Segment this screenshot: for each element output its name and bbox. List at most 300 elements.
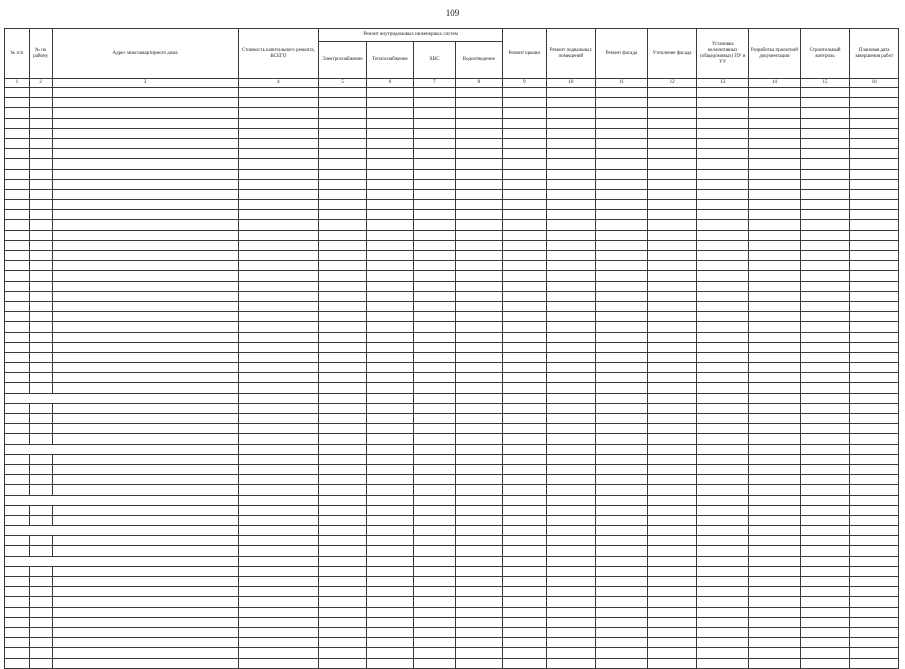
table-cell — [319, 291, 367, 301]
table-row — [5, 210, 899, 220]
table-cell — [749, 373, 801, 383]
table-cell — [546, 179, 596, 189]
table-cell — [697, 363, 749, 373]
table-cell — [455, 515, 503, 525]
table-cell — [503, 363, 546, 373]
table-cell — [414, 230, 455, 240]
table-cell — [647, 251, 697, 261]
table-cell — [697, 464, 749, 474]
table-cell — [319, 108, 367, 118]
table-cell — [596, 464, 648, 474]
table-cell — [238, 617, 319, 627]
table-cell — [52, 454, 238, 464]
table-cell — [5, 515, 30, 525]
table-cell — [414, 281, 455, 291]
table-cell — [503, 98, 546, 108]
table-cell — [596, 322, 648, 332]
table-cell — [647, 118, 697, 128]
table-cell — [455, 566, 503, 576]
table-cell — [800, 414, 850, 424]
table-cell — [455, 138, 503, 148]
table-cell — [238, 169, 319, 179]
table-cell — [5, 577, 30, 587]
table-cell — [850, 281, 899, 291]
table-cell — [366, 617, 414, 627]
table-cell — [5, 352, 30, 362]
table-cell — [850, 342, 899, 352]
table-cell — [546, 373, 596, 383]
table-cell — [749, 159, 801, 169]
table-cell — [850, 189, 899, 199]
table-cell — [414, 108, 455, 118]
table-cell — [29, 169, 52, 179]
table-cell — [29, 200, 52, 210]
table-cell — [697, 617, 749, 627]
table-cell — [850, 98, 899, 108]
table-cell — [5, 312, 30, 322]
table-cell — [749, 414, 801, 424]
table-cell — [414, 332, 455, 342]
table-cell — [238, 251, 319, 261]
table-row — [5, 312, 899, 322]
table-cell — [800, 200, 850, 210]
table-cell — [800, 393, 850, 403]
table-cell — [697, 495, 749, 505]
table-cell — [238, 301, 319, 311]
table-cell — [5, 648, 30, 658]
table-cell — [800, 108, 850, 118]
table-cell — [596, 159, 648, 169]
table-cell — [647, 240, 697, 250]
table-cell — [29, 658, 52, 668]
table-cell — [5, 261, 30, 271]
table-cell — [319, 230, 367, 240]
table-cell — [800, 495, 850, 505]
column-number: 14 — [749, 79, 801, 88]
table-cell — [503, 281, 546, 291]
table-cell — [366, 149, 414, 159]
table-cell — [596, 230, 648, 240]
table-cell — [697, 434, 749, 444]
table-cell — [749, 566, 801, 576]
table-row — [5, 363, 899, 373]
table-cell — [366, 526, 414, 536]
table-cell — [5, 210, 30, 220]
table-cell — [366, 312, 414, 322]
table-cell — [596, 108, 648, 118]
table-cell — [697, 648, 749, 658]
table-cell — [749, 485, 801, 495]
table-cell — [596, 98, 648, 108]
table-cell — [414, 118, 455, 128]
table-cell — [647, 363, 697, 373]
table-cell — [800, 128, 850, 138]
table-cell — [52, 281, 238, 291]
table-cell — [52, 200, 238, 210]
table-cell — [697, 149, 749, 159]
column-number: 1 — [5, 79, 30, 88]
table-cell — [697, 118, 749, 128]
table-cell — [697, 220, 749, 230]
table-cell — [455, 301, 503, 311]
table-cell — [455, 169, 503, 179]
repair-cost-table — [4, 28, 899, 669]
table-cell — [697, 169, 749, 179]
table-cell — [647, 301, 697, 311]
column-header: № по району — [29, 29, 52, 79]
table-cell — [503, 403, 546, 413]
table-cell — [697, 566, 749, 576]
table-cell — [596, 536, 648, 546]
column-number: 16 — [850, 79, 899, 88]
table-cell — [455, 577, 503, 587]
table-row — [5, 587, 899, 597]
table-cell — [52, 414, 238, 424]
table-row — [5, 434, 899, 444]
table-row — [5, 220, 899, 230]
table-cell — [647, 546, 697, 556]
table-cell — [238, 291, 319, 301]
table-cell — [647, 138, 697, 148]
table-cell — [697, 322, 749, 332]
table-cell — [503, 149, 546, 159]
table-cell — [366, 98, 414, 108]
column-number: 5 — [319, 79, 367, 88]
table-cell — [319, 98, 367, 108]
table-cell — [546, 230, 596, 240]
table-cell — [455, 475, 503, 485]
table-cell — [5, 230, 30, 240]
table-cell — [697, 271, 749, 281]
table-cell — [546, 403, 596, 413]
table-cell — [546, 485, 596, 495]
table-cell — [596, 301, 648, 311]
table-cell — [546, 638, 596, 648]
table-cell — [366, 424, 414, 434]
table-cell — [800, 526, 850, 536]
table-cell — [414, 444, 455, 454]
table-cell — [503, 638, 546, 648]
table-cell — [5, 434, 30, 444]
table-cell — [455, 261, 503, 271]
table-cell — [749, 434, 801, 444]
table-cell — [52, 434, 238, 444]
table-cell — [647, 322, 697, 332]
table-cell — [455, 627, 503, 637]
table-cell — [596, 526, 648, 536]
table-cell — [850, 88, 899, 98]
table-cell — [503, 546, 546, 556]
table-cell — [414, 159, 455, 169]
subtotal-row — [5, 495, 899, 505]
table-cell — [29, 566, 52, 576]
table-cell — [546, 128, 596, 138]
table-cell — [414, 577, 455, 587]
table-cell — [455, 230, 503, 240]
table-cell — [749, 658, 801, 668]
table-cell — [596, 220, 648, 230]
table-cell — [503, 658, 546, 668]
table-cell — [319, 312, 367, 322]
table-cell — [503, 332, 546, 342]
table-cell — [503, 536, 546, 546]
table-row — [5, 617, 899, 627]
column-number: 13 — [697, 79, 749, 88]
table-cell — [800, 230, 850, 240]
table-cell — [52, 240, 238, 250]
table-cell — [238, 108, 319, 118]
table-cell — [850, 383, 899, 393]
table-cell — [455, 200, 503, 210]
table-cell — [546, 587, 596, 597]
table-cell — [850, 179, 899, 189]
table-cell — [5, 291, 30, 301]
table-cell — [5, 342, 30, 352]
table-cell — [749, 495, 801, 505]
table-cell — [29, 322, 52, 332]
table-cell — [366, 179, 414, 189]
table-cell — [697, 128, 749, 138]
table-cell — [800, 536, 850, 546]
table-cell — [52, 424, 238, 434]
table-cell — [850, 149, 899, 159]
table-row — [5, 128, 899, 138]
table-cell — [455, 88, 503, 98]
subtotal-label — [5, 526, 239, 536]
table-cell — [29, 230, 52, 240]
table-cell — [697, 230, 749, 240]
table-cell — [238, 505, 319, 515]
table-cell — [503, 434, 546, 444]
table-cell — [596, 607, 648, 617]
table-cell — [596, 352, 648, 362]
table-cell — [455, 291, 503, 301]
table-cell — [52, 88, 238, 98]
table-cell — [366, 577, 414, 587]
table-cell — [5, 169, 30, 179]
table-cell — [749, 577, 801, 587]
table-cell — [29, 546, 52, 556]
table-row — [5, 322, 899, 332]
table-cell — [366, 658, 414, 668]
column-number-row — [5, 79, 899, 88]
table-cell — [503, 118, 546, 128]
table-cell — [546, 597, 596, 607]
table-cell — [29, 577, 52, 587]
table-row — [5, 159, 899, 169]
column-header: Электроснабжение — [319, 42, 367, 79]
table-cell — [749, 556, 801, 566]
table-cell — [52, 159, 238, 169]
table-cell — [503, 444, 546, 454]
table-cell — [52, 118, 238, 128]
table-cell — [414, 536, 455, 546]
table-cell — [319, 424, 367, 434]
table-cell — [647, 189, 697, 199]
table-cell — [749, 220, 801, 230]
table-cell — [238, 220, 319, 230]
table-cell — [238, 638, 319, 648]
table-cell — [647, 159, 697, 169]
table-cell — [52, 546, 238, 556]
table-cell — [366, 240, 414, 250]
table-cell — [238, 434, 319, 444]
table-cell — [238, 352, 319, 362]
table-cell — [850, 251, 899, 261]
table-cell — [29, 179, 52, 189]
table-cell — [850, 291, 899, 301]
table-cell — [29, 301, 52, 311]
table-cell — [647, 200, 697, 210]
table-cell — [52, 383, 238, 393]
table-cell — [647, 648, 697, 658]
table-cell — [647, 597, 697, 607]
table-cell — [29, 210, 52, 220]
table-cell — [850, 210, 899, 220]
table-cell — [800, 138, 850, 148]
table-row — [5, 546, 899, 556]
table-cell — [366, 118, 414, 128]
table-cell — [414, 454, 455, 464]
table-cell — [596, 373, 648, 383]
table-row — [5, 108, 899, 118]
table-cell — [238, 373, 319, 383]
table-cell — [647, 526, 697, 536]
table-cell — [749, 312, 801, 322]
table-cell — [647, 577, 697, 587]
table-cell — [238, 546, 319, 556]
table-cell — [455, 363, 503, 373]
table-cell — [29, 373, 52, 383]
table-cell — [455, 464, 503, 474]
header-group-row — [5, 29, 899, 42]
table-cell — [366, 128, 414, 138]
subtotal-row — [5, 444, 899, 454]
table-cell — [366, 556, 414, 566]
table-cell — [697, 536, 749, 546]
table-cell — [29, 220, 52, 230]
table-cell — [238, 577, 319, 587]
table-cell — [647, 220, 697, 230]
table-cell — [503, 414, 546, 424]
table-cell — [800, 648, 850, 658]
table-cell — [5, 240, 30, 250]
table-row — [5, 475, 899, 485]
table-cell — [319, 383, 367, 393]
column-header: Адрес многоквартирного дома — [52, 29, 238, 79]
column-number: 12 — [647, 79, 697, 88]
table-row — [5, 383, 899, 393]
table-cell — [503, 515, 546, 525]
table-cell — [366, 627, 414, 637]
table-cell — [697, 515, 749, 525]
table-cell — [503, 108, 546, 118]
table-cell — [52, 505, 238, 515]
table-cell — [52, 312, 238, 322]
table-cell — [697, 556, 749, 566]
table-cell — [546, 648, 596, 658]
table-cell — [850, 200, 899, 210]
table-cell — [850, 414, 899, 424]
table-cell — [546, 312, 596, 322]
table-cell — [414, 495, 455, 505]
table-cell — [238, 332, 319, 342]
table-cell — [647, 373, 697, 383]
table-cell — [319, 373, 367, 383]
table-row — [5, 271, 899, 281]
table-cell — [800, 485, 850, 495]
table-cell — [238, 658, 319, 668]
table-cell — [5, 587, 30, 597]
table-cell — [850, 322, 899, 332]
table-cell — [647, 556, 697, 566]
table-cell — [5, 454, 30, 464]
table-cell — [800, 617, 850, 627]
table-cell — [503, 597, 546, 607]
table-cell — [5, 179, 30, 189]
table-cell — [800, 587, 850, 597]
table-row — [5, 403, 899, 413]
table-cell — [697, 373, 749, 383]
table-cell — [647, 444, 697, 454]
table-cell — [546, 566, 596, 576]
table-cell — [366, 291, 414, 301]
table-cell — [5, 251, 30, 261]
table-cell — [366, 352, 414, 362]
table-cell — [647, 566, 697, 576]
table-cell — [319, 251, 367, 261]
table-cell — [647, 505, 697, 515]
table-cell — [546, 627, 596, 637]
table-row — [5, 373, 899, 383]
table-cell — [800, 88, 850, 98]
table-cell — [850, 597, 899, 607]
table-cell — [503, 128, 546, 138]
table-cell — [29, 434, 52, 444]
table-cell — [749, 179, 801, 189]
table-cell — [5, 638, 30, 648]
table-cell — [503, 556, 546, 566]
table-cell — [5, 373, 30, 383]
table-cell — [647, 383, 697, 393]
table-row — [5, 291, 899, 301]
table-cell — [455, 312, 503, 322]
table-cell — [749, 393, 801, 403]
table-cell — [52, 648, 238, 658]
table-cell — [366, 607, 414, 617]
table-cell — [319, 617, 367, 627]
table-cell — [414, 88, 455, 98]
table-cell — [697, 505, 749, 515]
table-cell — [546, 322, 596, 332]
table-cell — [697, 454, 749, 464]
table-cell — [749, 88, 801, 98]
table-cell — [414, 556, 455, 566]
table-cell — [319, 414, 367, 424]
table-cell — [596, 383, 648, 393]
table-cell — [319, 434, 367, 444]
table-cell — [5, 98, 30, 108]
table-cell — [414, 515, 455, 525]
table-cell — [29, 638, 52, 648]
table-cell — [749, 281, 801, 291]
table-cell — [546, 159, 596, 169]
table-cell — [455, 485, 503, 495]
table-cell — [319, 444, 367, 454]
table-cell — [366, 138, 414, 148]
table-cell — [29, 648, 52, 658]
table-cell — [800, 352, 850, 362]
